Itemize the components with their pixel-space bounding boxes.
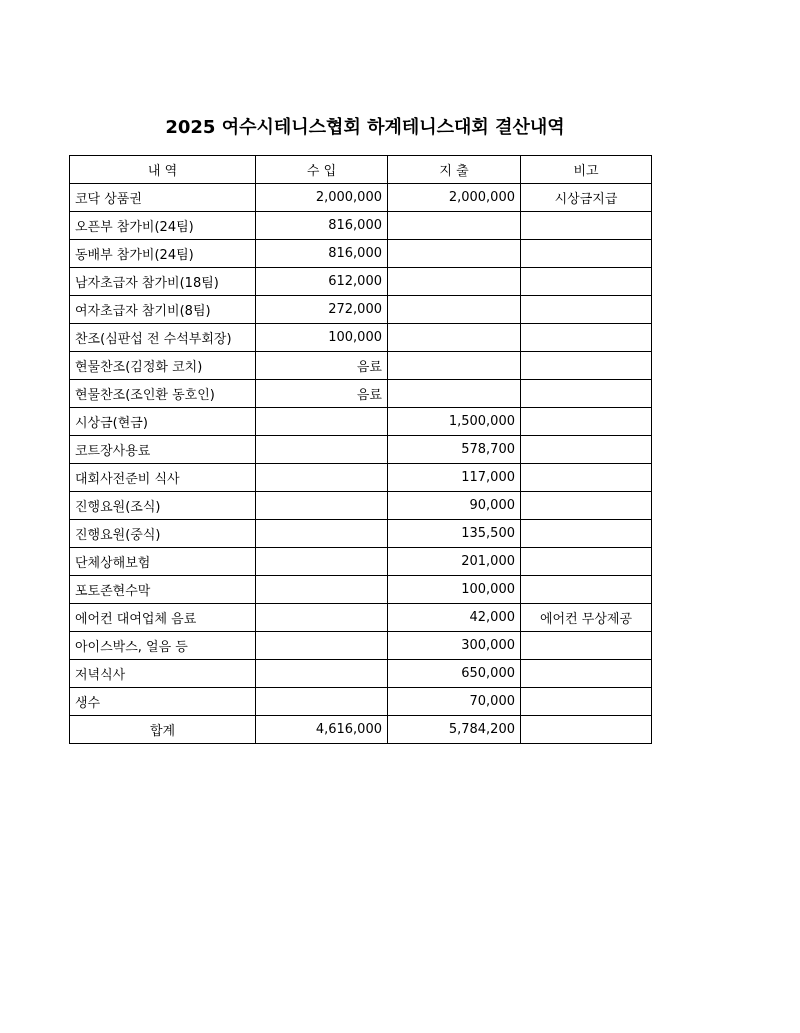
table-row — [70, 576, 652, 604]
cell-note — [521, 352, 652, 380]
cell-income: 음료 — [256, 380, 388, 408]
cell-expense: 1,500,000 — [388, 408, 521, 436]
document-title: 2025 여수시테니스협회 하계테니스대회 결산내역 — [165, 117, 565, 138]
cell-income: 816,000 — [256, 212, 388, 240]
cell-item: 단체상해보험 — [70, 548, 256, 576]
table-body — [70, 184, 652, 716]
cell-item: 대회사전준비 식사 — [70, 464, 256, 492]
cell-note — [521, 576, 652, 604]
table-row — [70, 296, 652, 324]
cell-item: 현물찬조(조인환 동호인) — [70, 380, 256, 408]
cell-income: 272,000 — [256, 296, 388, 324]
cell-item: 아이스박스, 얼음 등 — [70, 632, 256, 660]
cell-note — [521, 212, 652, 240]
table-row — [70, 660, 652, 688]
cell-note — [521, 688, 652, 716]
table-row — [70, 604, 652, 632]
cell-expense: 300,000 — [388, 632, 521, 660]
cell-note — [521, 240, 652, 268]
cell-income — [256, 604, 388, 632]
cell-income — [256, 520, 388, 548]
table-row — [70, 492, 652, 520]
cell-item: 진행요원(중식) — [70, 520, 256, 548]
cell-income: 음료 — [256, 352, 388, 380]
total-note — [521, 716, 652, 744]
table-row — [70, 520, 652, 548]
cell-expense — [388, 240, 521, 268]
cell-expense: 100,000 — [388, 576, 521, 604]
cell-income — [256, 436, 388, 464]
table-row — [70, 408, 652, 436]
cell-income: 612,000 — [256, 268, 388, 296]
header-income: 수 입 — [256, 156, 388, 184]
total-income: 4,616,000 — [256, 716, 388, 744]
settlement-table — [69, 155, 652, 744]
cell-note — [521, 548, 652, 576]
table-row — [70, 240, 652, 268]
cell-note — [521, 660, 652, 688]
cell-expense — [388, 296, 521, 324]
header-expense: 지 출 — [388, 156, 521, 184]
cell-income — [256, 688, 388, 716]
cell-expense — [388, 268, 521, 296]
cell-item: 시상금(현금) — [70, 408, 256, 436]
cell-income: 100,000 — [256, 324, 388, 352]
cell-expense: 70,000 — [388, 688, 521, 716]
table-row — [70, 632, 652, 660]
table-row — [70, 212, 652, 240]
cell-expense: 117,000 — [388, 464, 521, 492]
cell-item: 생수 — [70, 688, 256, 716]
cell-note — [521, 324, 652, 352]
cell-income — [256, 548, 388, 576]
cell-note — [521, 492, 652, 520]
cell-note — [521, 296, 652, 324]
table-row — [70, 548, 652, 576]
cell-item: 오픈부 참가비(24팀) — [70, 212, 256, 240]
cell-item: 저녁식사 — [70, 660, 256, 688]
cell-item: 찬조(심판섭 전 수석부회장) — [70, 324, 256, 352]
cell-income — [256, 660, 388, 688]
cell-note — [521, 464, 652, 492]
cell-note — [521, 436, 652, 464]
table-row — [70, 184, 652, 212]
cell-note: 시상금지급 — [521, 184, 652, 212]
cell-income — [256, 408, 388, 436]
cell-income — [256, 464, 388, 492]
cell-item: 여자초급자 참기비(8팀) — [70, 296, 256, 324]
table-row — [70, 688, 652, 716]
cell-expense: 650,000 — [388, 660, 521, 688]
total-label: 합계 — [70, 716, 256, 744]
cell-item: 에어컨 대여업체 음료 — [70, 604, 256, 632]
cell-income — [256, 576, 388, 604]
cell-note: 에어컨 무상제공 — [521, 604, 652, 632]
cell-item: 코닥 상품권 — [70, 184, 256, 212]
cell-expense: 90,000 — [388, 492, 521, 520]
cell-income — [256, 492, 388, 520]
cell-note — [521, 632, 652, 660]
cell-expense: 135,500 — [388, 520, 521, 548]
cell-note — [521, 408, 652, 436]
cell-item: 동배부 참가비(24팀) — [70, 240, 256, 268]
table-row — [70, 436, 652, 464]
header-row — [70, 156, 652, 184]
table-row — [70, 464, 652, 492]
cell-expense — [388, 324, 521, 352]
cell-expense: 578,700 — [388, 436, 521, 464]
cell-item: 현물찬조(김정화 코치) — [70, 352, 256, 380]
cell-item: 포토존현수막 — [70, 576, 256, 604]
cell-expense — [388, 380, 521, 408]
cell-item: 진행요원(조식) — [70, 492, 256, 520]
cell-expense: 201,000 — [388, 548, 521, 576]
cell-expense: 2,000,000 — [388, 184, 521, 212]
table-row — [70, 324, 652, 352]
cell-item: 남자초급자 참가비(18팀) — [70, 268, 256, 296]
table-row — [70, 380, 652, 408]
cell-note — [521, 380, 652, 408]
cell-note — [521, 520, 652, 548]
cell-expense — [388, 212, 521, 240]
header-item: 내 역 — [70, 156, 256, 184]
cell-note — [521, 268, 652, 296]
header-note: 비고 — [521, 156, 652, 184]
cell-income: 816,000 — [256, 240, 388, 268]
cell-expense — [388, 352, 521, 380]
cell-income: 2,000,000 — [256, 184, 388, 212]
cell-item: 코트장사용료 — [70, 436, 256, 464]
cell-expense: 42,000 — [388, 604, 521, 632]
cell-income — [256, 632, 388, 660]
table-row — [70, 268, 652, 296]
total-row — [70, 716, 652, 744]
table-row — [70, 352, 652, 380]
total-expense: 5,784,200 — [388, 716, 521, 744]
